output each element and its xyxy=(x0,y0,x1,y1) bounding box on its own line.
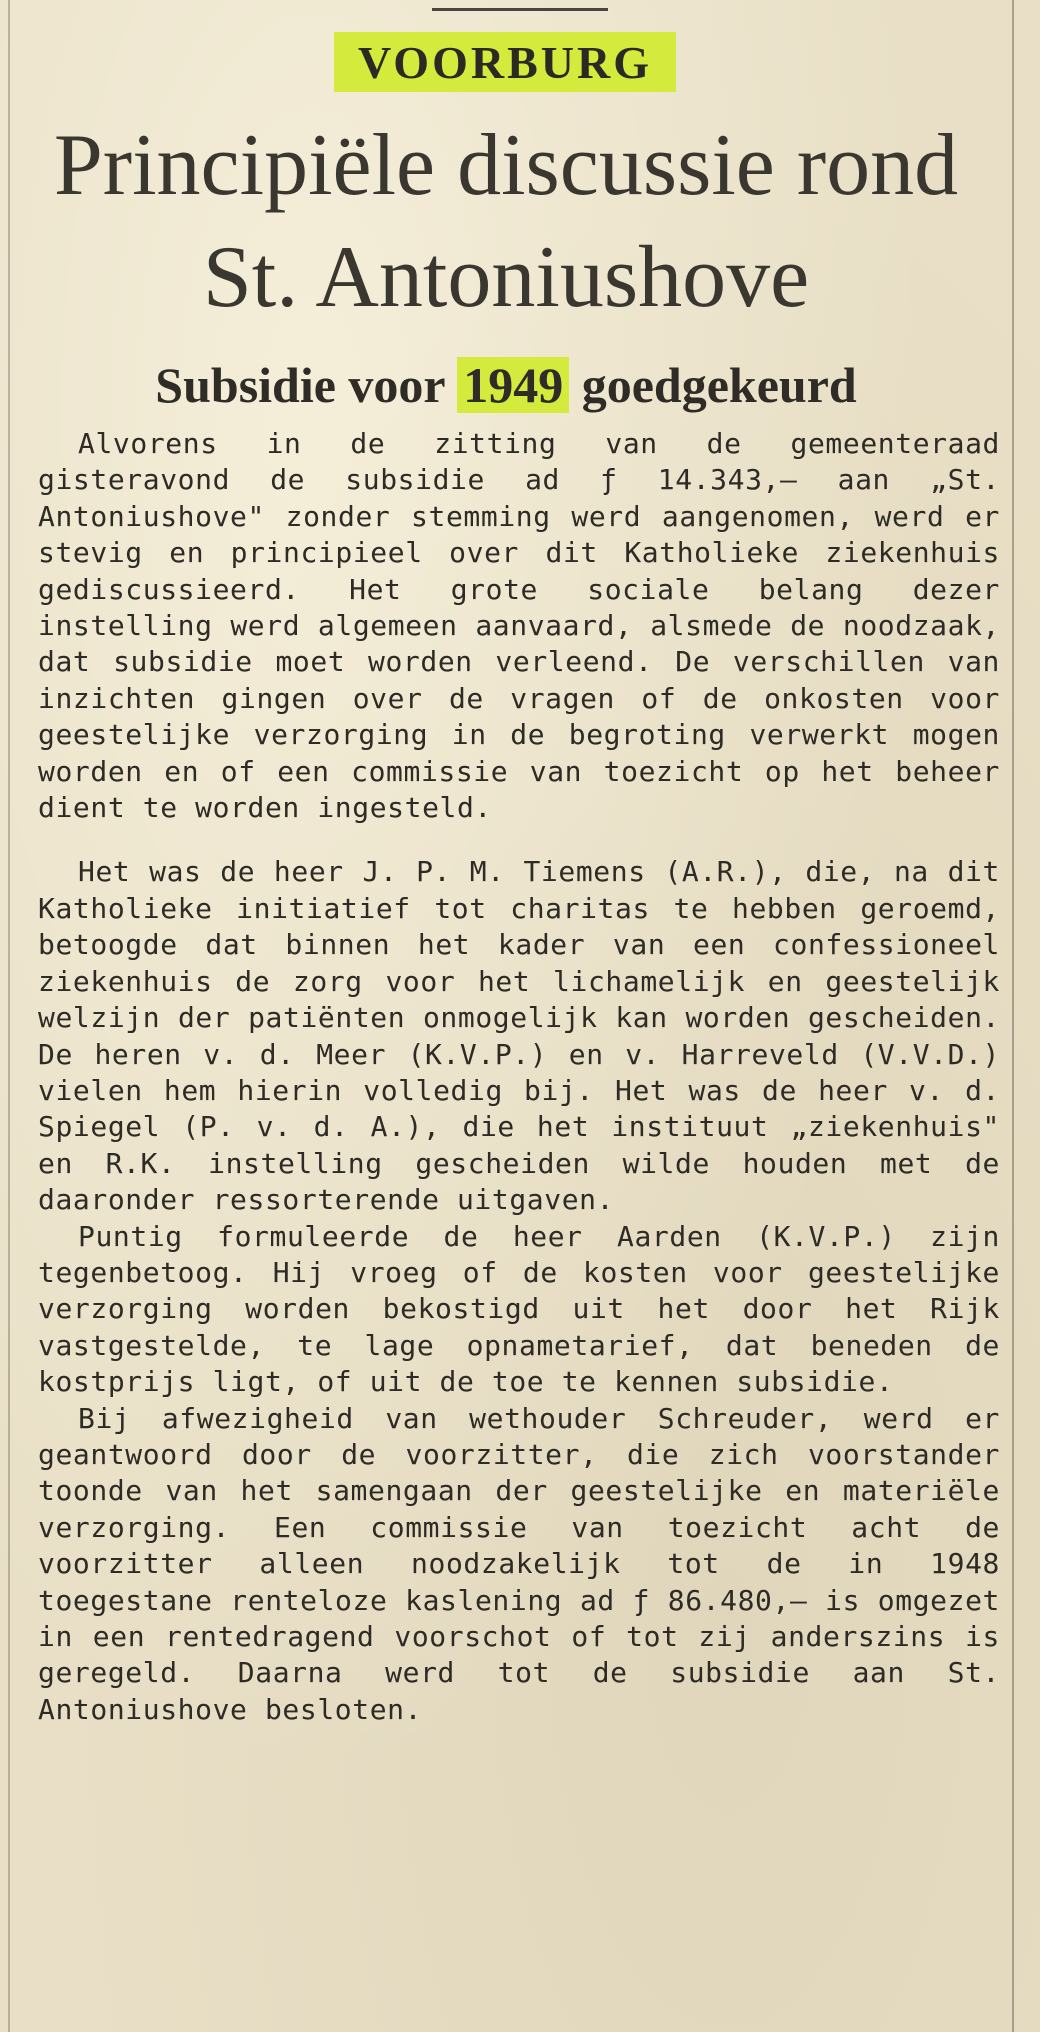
headline-line-2: St. Antoniushove xyxy=(202,229,810,326)
paragraph-3: Puntig formuleerde de heer Aarden (K.V.P.) zijn tegenbetoog. Hij vroeg of de kosten voor geestelijke verzorging worden bekostigd uit het door het Rijk vastgestelde, te lage opnametarief, dat beneden de kostprijs ligt, of uit de toe te kennen subsidie. xyxy=(38,1219,1000,1399)
paragraph-1: Alvorens in de zitting van de gemeenteraad gisteravond de subsidie ad ƒ 14.343,— aan „St. Antoniushove" zonder stemming werd aangenomen, werd er stevig en principieel over dit Katholieke ziekenhuis gediscussieerd. Het grote sociale belang dezer instelling werd algemeen aanvaard, alsmede de noodzaak, dat subsidie moet worden verleend. De verschillen van inzichten gingen over de vragen of de onkosten voor geestelijke verzorging in de begroting verwerkt mogen worden en of een commissie van toezicht op het beheer dient te worden ingesteld. xyxy=(38,427,1000,825)
subhead-after: goedgekeurd xyxy=(569,357,857,413)
headline xyxy=(0,110,1012,334)
kicker-label: VOORBURG xyxy=(358,36,652,88)
subheadline xyxy=(0,350,1012,420)
subhead-year-highlight: 1949 xyxy=(457,357,569,413)
article-body xyxy=(38,426,1000,1728)
top-rule xyxy=(432,8,608,11)
subhead-before: Subsidie voor xyxy=(155,357,458,413)
paragraph-4: Bij afwezigheid van wethouder Schreuder, werd er geantwoord door de voorzitter, die zich voorstander toonde van het samengaan der geestelijke en materiële verzorging. Een commissie van toezicht acht de voorzitter alleen noodzakelijk tot de in 1948 toegestane renteloze kaslening ad ƒ 86.480,— is omgezet in een rentedragend voorschot of tot zij anderszins is geregeld. Daarna werd tot de subsidie aan St. Antoniushove besloten. xyxy=(38,1401,1000,1726)
right-column-rule xyxy=(1012,0,1014,2032)
headline-line-1: Principiële discussie rond xyxy=(53,117,959,214)
kicker-highlight xyxy=(334,32,676,92)
paragraph-2: Het was de heer J. P. M. Tiemens (A.R.), die, na dit Katholieke initiatief tot charitas te hebben geroemd, betoogde dat binnen het kader van een confessioneel ziekenhuis de zorg voor het lichamelijk en geestelijk welzijn der patiënten onmogelijk kan worden gescheiden. De heren v. d. Meer (K.V.P.) en v. Harreveld (V.V.D.) vielen hem hierin volledig bij. Het was de heer v. d. Spiegel (P. v. d. A.), die het instituut „ziekenhuis" en R.K. instelling gescheiden wilde houden met de daaronder ressorterende uitgaven. xyxy=(38,855,1000,1217)
adjacent-column-fragment xyxy=(1018,60,1040,1960)
